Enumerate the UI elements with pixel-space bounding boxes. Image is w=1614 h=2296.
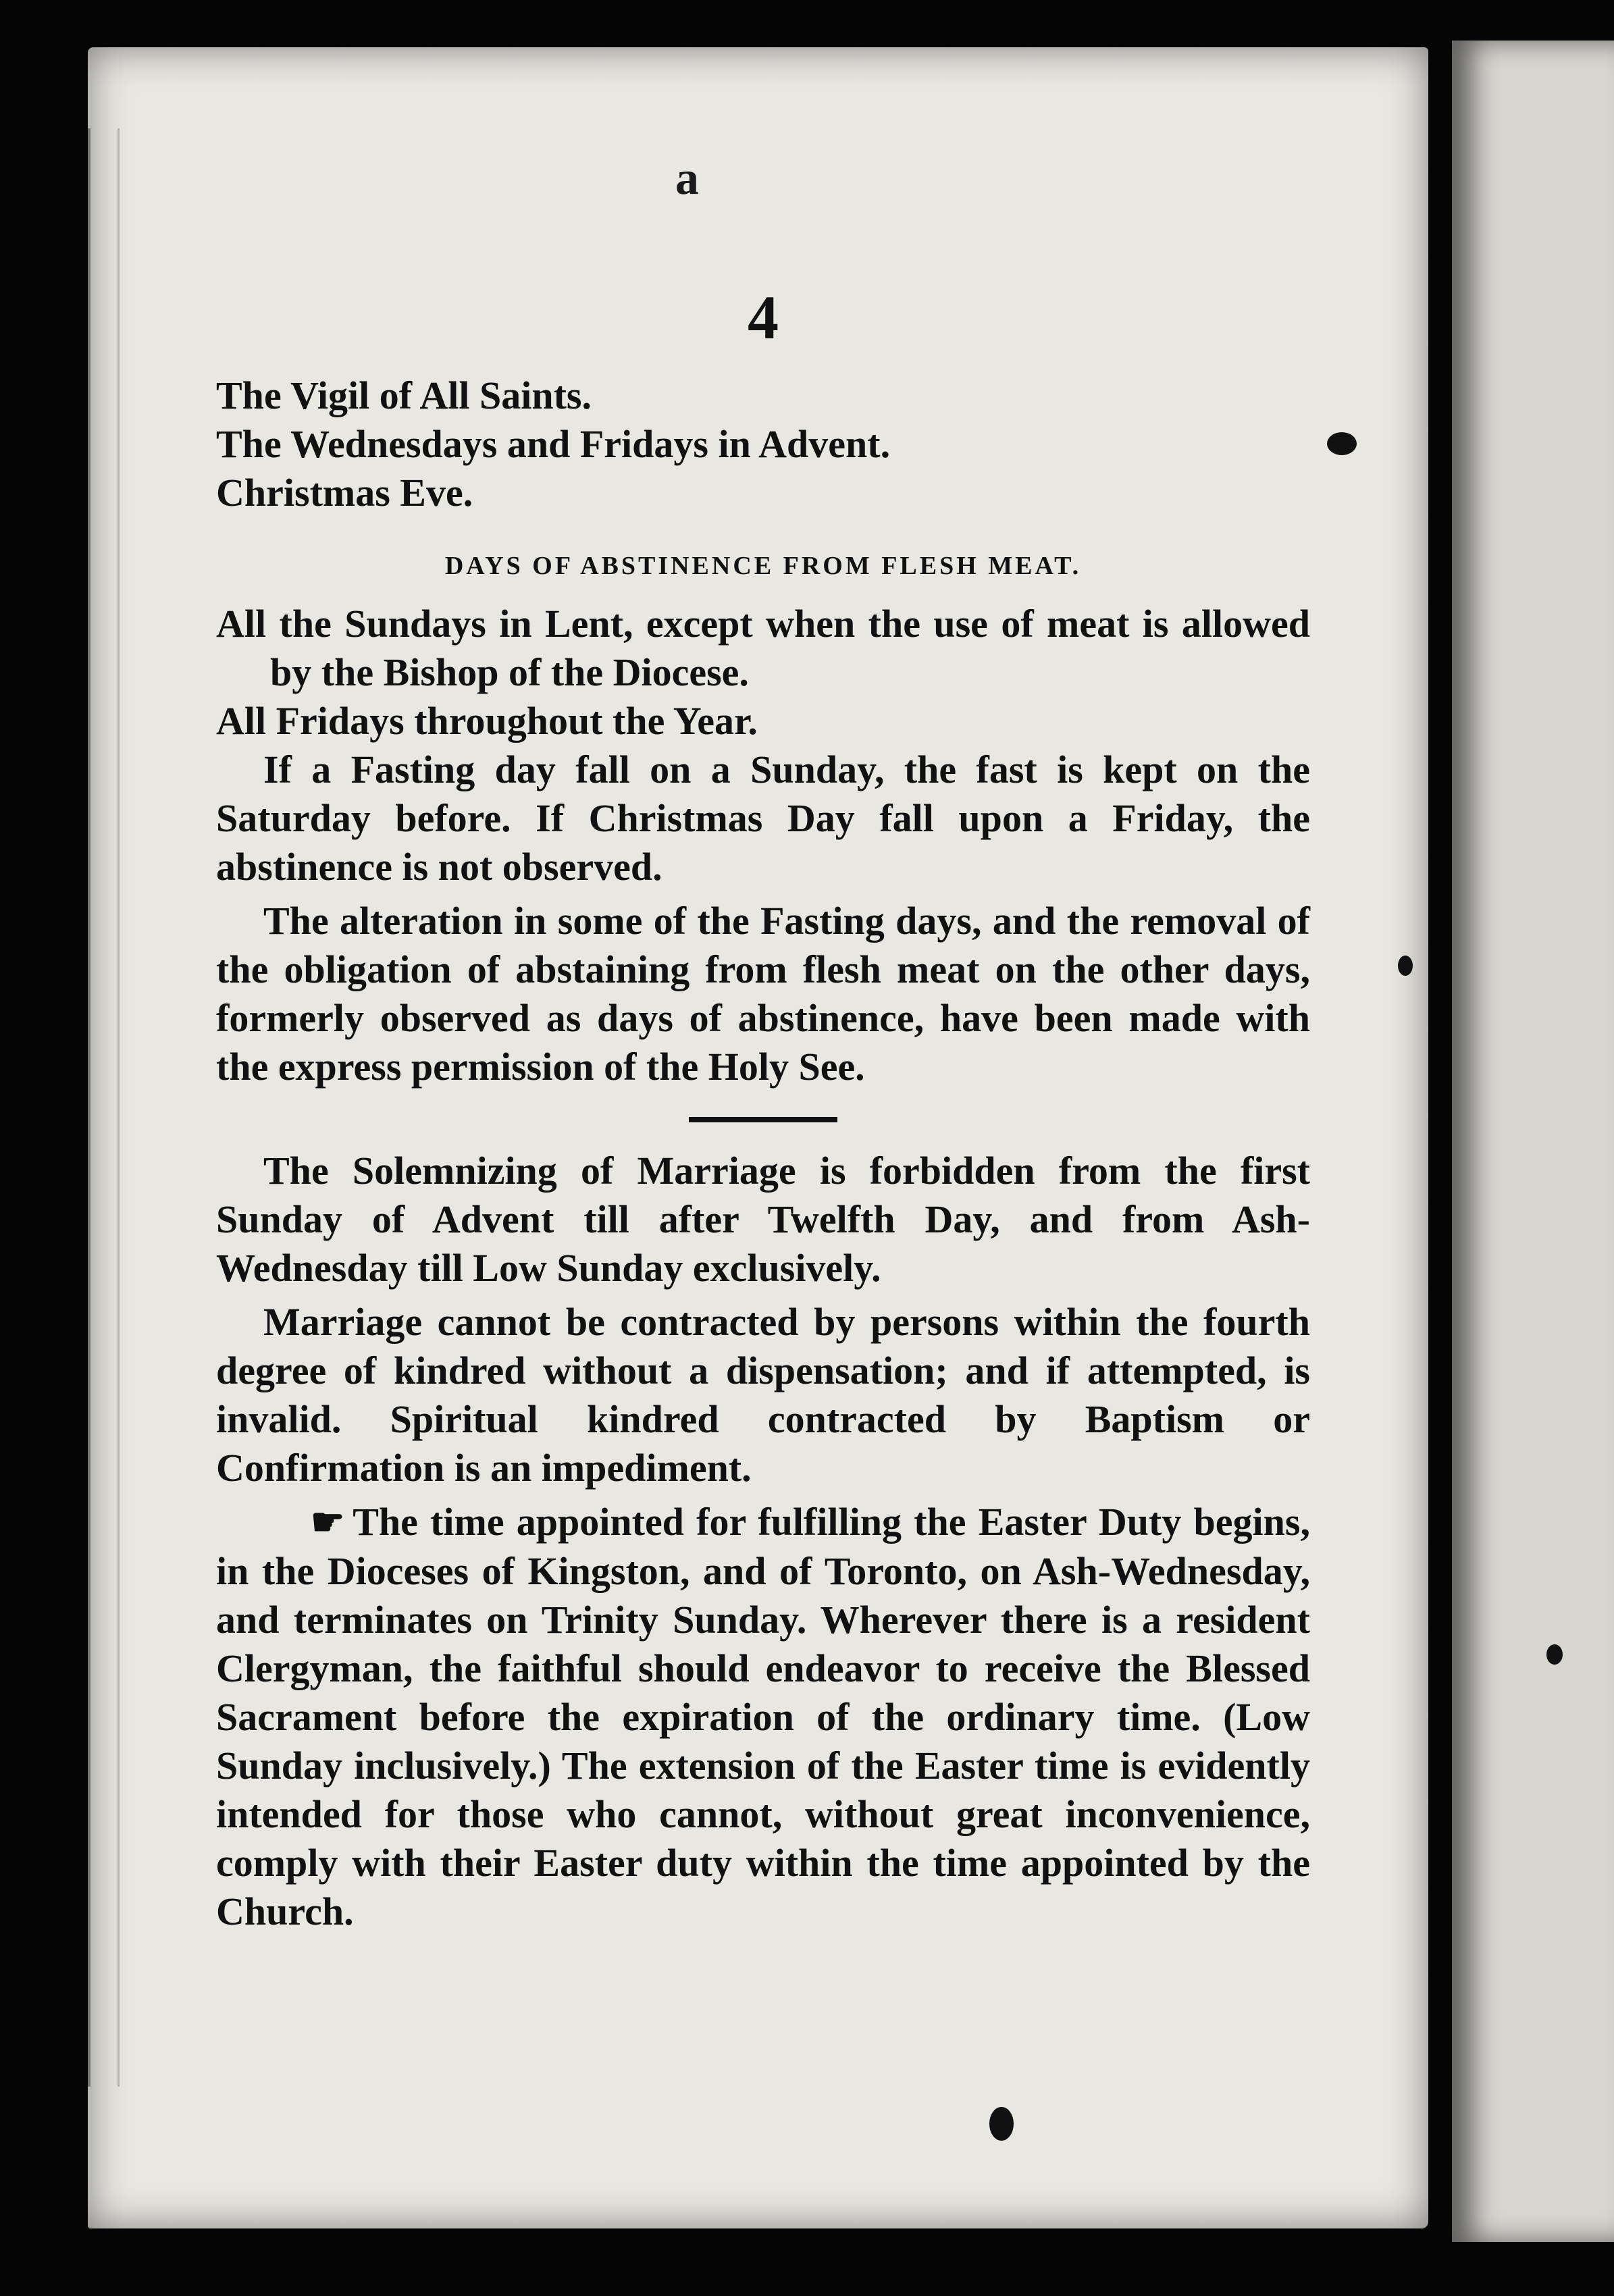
abstinence-heading: DAYS OF ABSTINENCE FROM FLESH MEAT. xyxy=(444,552,1082,580)
ink-blot xyxy=(989,2107,1014,2141)
page-number: 4 xyxy=(748,283,779,352)
signature-mark: a xyxy=(675,153,699,205)
alteration-paragraph: The alteration in some of the Fasting days, and the removal of the obligation of abstaining from flesh meat on the other days, formerly observed as days of abstinence, have been made with the express permission of the Holy See. xyxy=(216,899,1310,1089)
easter-duty-text: The time appointed for fulfilling the Easter Duty begins, in the Dioceses of Kingston, and of Toronto, on Ash-Wednesday, and terminates on Trinity Sunday. Wherever there is a resident Clergyman, the faithful should endeavor to receive the Blessed Sacrament before the expiration of the ordinary time. (Low Sunday inclusively.) The extension of the Easter time is evidently intended for those who cannot, without great inconvenience, comply with their Easter duty within the time appointed by the Church. xyxy=(216,1500,1310,1933)
ink-blot xyxy=(1327,432,1357,455)
abstinence-item: All the Sundays in Lent, except when the use of meat is allowed by the Bishop of the Diocese. xyxy=(216,602,1310,694)
marriage-kindred-paragraph: Marriage cannot be contracted by persons within the fourth degree of kindred without a dispensation; and if attempted, is invalid. Spiritual kindred contracted by Baptism or Confirmation is an impediment. xyxy=(216,1300,1310,1490)
vigil-line: Christmas Eve. xyxy=(216,471,473,515)
page-text xyxy=(216,284,1310,1941)
marriage-forbidden-paragraph: The Solemnizing of Marriage is forbidden from the first Sunday of Advent till after Twelfth Day, and from Ash-Wednesday till Low Sunday exclusively. xyxy=(216,1149,1310,1290)
vigil-line: The Vigil of All Saints. xyxy=(216,373,592,417)
page-gutter xyxy=(88,128,120,2087)
pointing-hand-icon: ☛ xyxy=(311,1502,345,1544)
vigil-line: The Wednesdays and Fridays in Advent. xyxy=(216,422,891,466)
abstinence-item: All Fridays throughout the Year. xyxy=(216,699,758,743)
ink-blot xyxy=(1546,1644,1563,1665)
section-divider xyxy=(689,1117,837,1122)
easter-duty-paragraph xyxy=(216,1498,1310,1936)
facing-page-edge xyxy=(1452,41,1614,2242)
ink-blot xyxy=(1398,956,1413,976)
fasting-sunday-paragraph: If a Fasting day fall on a Sunday, the fast is kept on the Saturday before. If Christmas Day fall upon a Friday, the abstinence is not observed. xyxy=(216,748,1310,889)
